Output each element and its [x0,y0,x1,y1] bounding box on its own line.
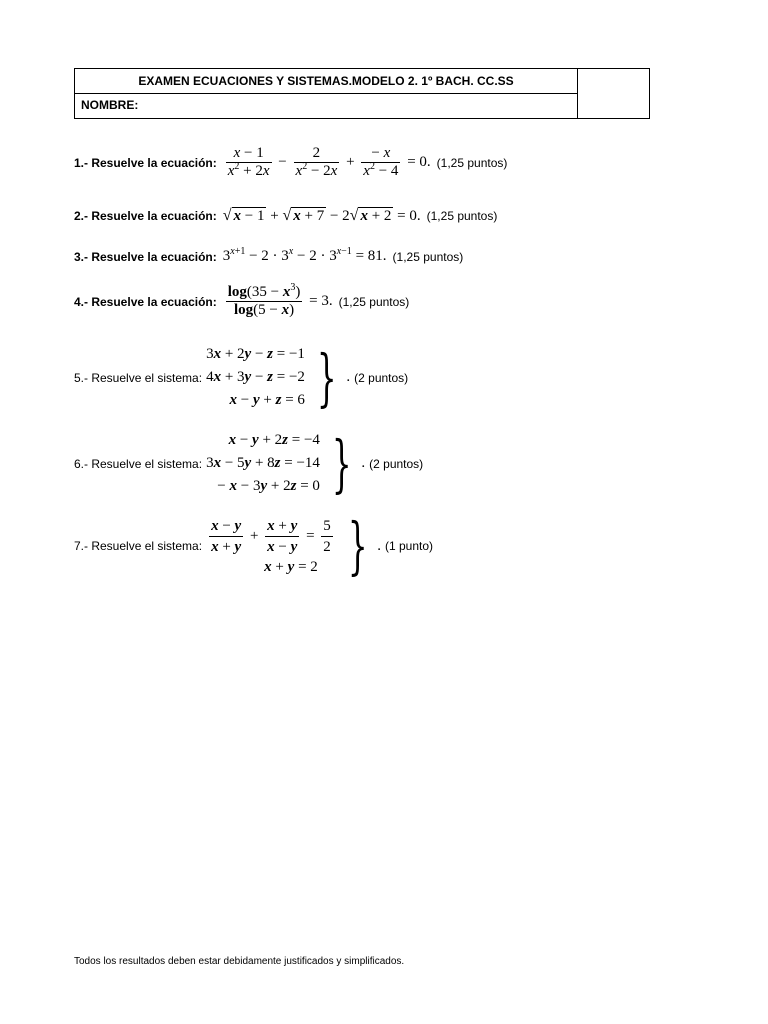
equation-2: √ x − 1 + √ x + 7 − 2√ x + 2 = 0. [222,207,421,224]
question-4 [74,284,409,319]
equation-4: $\frac{\log(35 - x^3)}{\log(5 - x)}$ = 3. [227,282,333,318]
question-label: 1.- Resuelve la ecuación: [74,155,217,170]
points: (1,25 puntos) [338,294,410,309]
points: (1 punto) [384,539,434,553]
question-label: 4.- Resuelve la ecuación: [74,294,217,309]
points: (2 puntos) [369,456,424,471]
question-label: 3.- Resuelve la ecuación: [74,249,217,264]
points: (2 puntos) [354,370,409,385]
points: (1,25 puntos) [392,249,464,264]
question-label: 5.- Resuelve el sistema: [74,370,203,385]
points: (1,25 puntos) [426,209,498,223]
equation-1: $\frac{x - 1}{x^2 + 2x}$ − $\frac{2}{x^2 - 2x}$ + $\frac{- x}{x^2 - 4}$ = 0. [227,145,431,179]
question-label: 7.- Resuelve el sistema: [74,539,203,553]
footer-note: Todos los resultados deben estar debidamente justificados y simplificados. [74,956,405,967]
question-1 [74,145,507,180]
question-3 [74,248,463,265]
exam-header [74,68,650,119]
grade-box [578,69,650,118]
system-6: x − y + 2z = −4 3x − 5y + 8z = −14 − x − 3y + 2z = 0 } . [206,426,366,500]
question-5 [74,340,409,414]
equation-3: $3^{x+1} - 2 \cdot 3^x - 2 \cdot 3^{x-1} = 81$. [222,246,387,264]
brace-icon: } [331,426,352,500]
points: (1,25 puntos) [436,155,508,170]
question-label: 2.- Resuelve la ecuación: [74,209,217,223]
name-field-label: NOMBRE: [75,94,578,118]
system-7: $\frac{x - y}{x + y}$ + $\frac{x + y}{x - y}$ = $\frac{5}{2}$ x + y = 2 } . [211,509,381,582]
exam-title: EXAMEN ECUACIONES Y SISTEMAS.MODELO 2. 1º BACH. CC.SS [75,69,578,94]
system-5: 3x + 2y − z = −1 4x + 3y − z = −2 x − y + z = 6 } . [206,340,351,414]
question-7 [74,509,434,582]
brace-icon: } [347,509,368,582]
question-label: 6.- Resuelve el sistema: [74,456,203,471]
question-6 [74,426,424,500]
question-2 [74,207,497,225]
brace-icon: } [316,340,337,414]
